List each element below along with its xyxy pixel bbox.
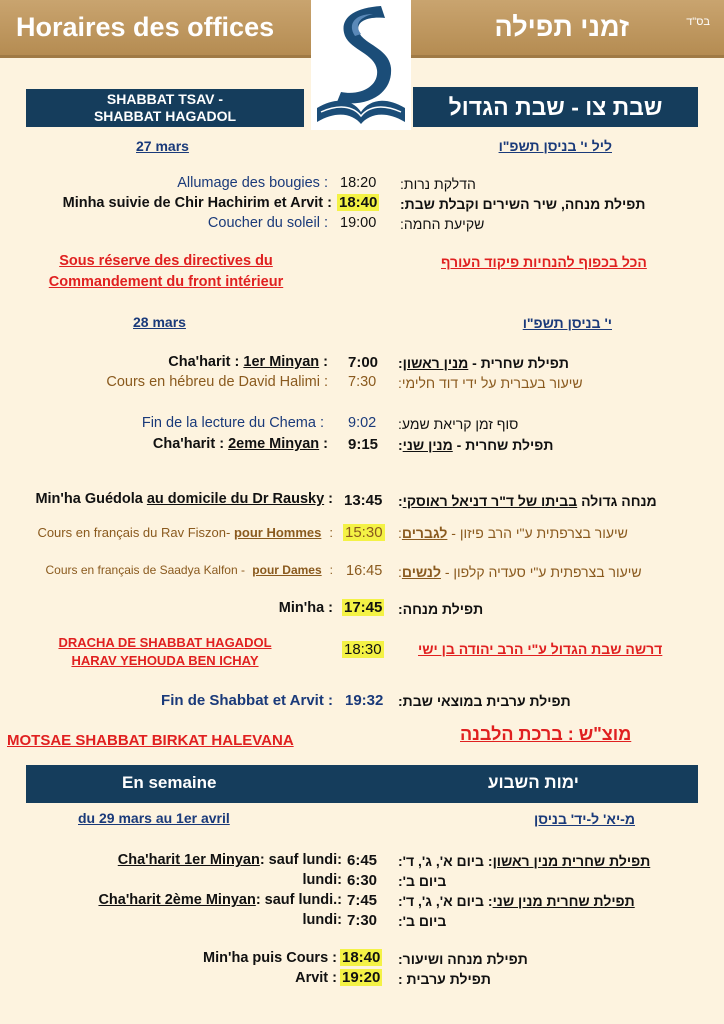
minha-g-he-b: בביתו של ד"ר דניאל ראוסקי bbox=[402, 493, 578, 509]
dracha-line2: HARAV YEHOUDA BEN ICHAY bbox=[71, 653, 259, 668]
chaharit2-time: 9:15 bbox=[348, 436, 379, 453]
fiszon-time: 15:30 bbox=[345, 524, 383, 541]
sem-c2-fr-b: : sauf lundi.: bbox=[255, 892, 342, 908]
halimi-label-he: שיעור בעברית על ידי דוד חלימי: bbox=[398, 375, 583, 391]
sem-c1-fr-b: : sauf lundi: bbox=[259, 852, 342, 868]
minha-vendredi-time: 18:40 bbox=[339, 194, 378, 211]
semaine-date-fr: du 29 mars au 1er avril bbox=[78, 810, 230, 826]
minha-g-fr-c: : bbox=[324, 491, 333, 507]
fin-shabbat-label-he: תפילת ערבית במוצאי שבת: bbox=[398, 693, 571, 709]
chaharit1-he-b: מנין ראשון bbox=[402, 355, 469, 371]
semaine-title-fr: En semaine bbox=[122, 773, 217, 792]
sem-c2-time: 7:45 bbox=[347, 892, 378, 909]
minha-g-fr-a: Min'ha Guédola bbox=[35, 491, 147, 507]
header-bar-left bbox=[0, 0, 311, 58]
minha-time: 17:45 bbox=[344, 599, 383, 616]
dracha-label-he: דרשה שבת הגדול ע"י הרב יהודה בן ישי bbox=[418, 641, 663, 657]
sem-c1-time: 6:45 bbox=[347, 852, 378, 869]
fin-shabbat-label-fr: Fin de Shabbat et Arvit : bbox=[161, 692, 333, 709]
shabbat-title-fr-box bbox=[26, 89, 304, 127]
fiszon-fr-a: Cours en français du Rav Fiszon- bbox=[37, 525, 234, 540]
chaharit2-label-fr bbox=[153, 436, 328, 452]
sem-c2-label-he bbox=[398, 893, 635, 909]
minha-label-fr: Min'ha : bbox=[278, 600, 333, 616]
halimi-time: 7:30 bbox=[348, 374, 377, 390]
bsd-label: בס"ד bbox=[686, 16, 710, 28]
chaharit1-fr-c: : bbox=[319, 354, 328, 370]
friday-date-he: ליל י' בניסן תשפ"ו bbox=[498, 138, 612, 154]
shabbat-title-he: שבת צו - שבת הגדול bbox=[448, 94, 663, 120]
sem-c1b-label-fr: lundi: bbox=[302, 872, 342, 888]
fiszon-he-a: שיעור בצרפתית ע"י הרב פיזון - bbox=[447, 525, 628, 541]
chema-label-fr: Fin de la lecture du Chema : bbox=[141, 415, 324, 431]
semaine-bar bbox=[26, 765, 698, 803]
synagogue-logo-icon bbox=[311, 0, 411, 130]
allumage-label-he: הדלקת נרות: bbox=[400, 176, 476, 192]
shabbat-title-fr-line1: SHABBAT TSAV - bbox=[106, 91, 224, 107]
fiszon-label-he bbox=[398, 525, 628, 541]
chaharit2-label-he bbox=[398, 437, 553, 453]
chaharit2-fr-a: Cha'harit : bbox=[152, 436, 229, 452]
chaharit2-fr-b: 2eme Minyan bbox=[228, 436, 320, 452]
shabbat-title-fr-line2: SHABBAT HAGADOL bbox=[93, 108, 237, 124]
sem-c1-label-fr bbox=[118, 852, 342, 868]
semaine-date-he: מ-יא' ל-יד' בניסן bbox=[533, 811, 635, 827]
fiszon-fr-b: pour Hommes bbox=[233, 525, 322, 540]
minha-g-fr-b: au domicile du Dr Rausky bbox=[146, 491, 325, 507]
allumage-label-fr: Allumage des bougies : bbox=[177, 175, 328, 191]
kalfon-label-he bbox=[398, 564, 642, 580]
minha-g-he-c: : bbox=[398, 493, 403, 509]
sem-minha-label-he: תפילת מנחה ושיעור: bbox=[398, 951, 528, 967]
fiszon-he-b: לגברים bbox=[401, 525, 448, 541]
chaharit1-time: 7:00 bbox=[348, 354, 379, 371]
chaharit1-he-a: תפילת שחרית - bbox=[468, 355, 569, 371]
fin-shabbat-time: 19:32 bbox=[345, 692, 384, 709]
reserve-notice-fr bbox=[28, 251, 304, 293]
dracha-line1: DRACHA DE SHABBAT HAGADOL bbox=[58, 635, 272, 650]
kalfon-time: 16:45 bbox=[346, 563, 383, 579]
minha-guedola-time: 13:45 bbox=[344, 492, 383, 509]
kalfon-he-a: שיעור בצרפתית ע"י סעדיה קלפון - bbox=[440, 564, 642, 580]
motsae-label-he: מוצ"ש : ברכת הלבנה bbox=[460, 724, 632, 744]
allumage-time: 18:20 bbox=[340, 175, 377, 191]
kalfon-fr-b: pour Dames bbox=[252, 563, 322, 577]
sem-c1-label-he bbox=[398, 853, 650, 869]
chaharit2-fr-c: : bbox=[319, 436, 328, 452]
minha-vendredi-label-fr: Minha suivie de Chir Hachirim et Arvit : bbox=[62, 195, 332, 211]
minha-vendredi-label-he: תפילת מנחה, שיר השירים וקבלת שבת: bbox=[400, 196, 646, 212]
sem-c1-fr-a: Cha'harit 1er Minyan bbox=[117, 852, 260, 868]
shabbat-title-he-box bbox=[413, 87, 698, 127]
coucher-label-he: שקיעת החמה: bbox=[400, 216, 485, 232]
sem-c2-label-fr bbox=[98, 892, 342, 908]
sem-c2-he-a: תפילת שחרית מנין שני bbox=[492, 893, 635, 909]
chaharit1-label-fr bbox=[168, 354, 328, 370]
chema-label-he: סוף זמן קריאת שמע: bbox=[398, 416, 519, 432]
sem-c2b-time: 7:30 bbox=[347, 912, 378, 929]
sem-c2-fr-a: Cha'harit 2ème Minyan bbox=[98, 892, 256, 908]
chaharit2-he-c: : bbox=[398, 437, 403, 453]
chaharit2-he-b: מנין שני bbox=[402, 437, 453, 453]
kalfon-fr-c: : bbox=[329, 563, 333, 577]
sem-c1b-time: 6:30 bbox=[347, 872, 378, 889]
sem-c1-he-b: : ביום א', ג', ד': bbox=[398, 853, 493, 869]
fiszon-label-fr bbox=[37, 525, 333, 540]
chaharit1-he-c: : bbox=[398, 355, 403, 371]
saturday-date-fr: 28 mars bbox=[133, 314, 186, 330]
sem-c1-he-a: תפילת שחרית מנין ראשון bbox=[492, 853, 651, 869]
sem-c2b-label-he: ביום ב': bbox=[398, 913, 447, 929]
header-title-fr: Horaires des offices bbox=[16, 12, 275, 42]
sem-minha-time: 18:40 bbox=[342, 949, 381, 966]
chaharit1-label-he bbox=[398, 355, 569, 371]
minha-guedola-label-fr bbox=[35, 491, 333, 507]
coucher-label-fr: Coucher du soleil : bbox=[207, 215, 328, 231]
sem-c2b-label-fr: lundi: bbox=[302, 912, 342, 928]
minha-guedola-label-he bbox=[398, 493, 657, 509]
reserve-notice-he: הכל בכפוף להנחיות פיקוד העורף bbox=[441, 254, 647, 270]
reserve-line1: Sous réserve des directives du bbox=[59, 253, 273, 269]
kalfon-label-fr bbox=[46, 563, 333, 577]
chaharit2-he-a: תפילת שחרית - bbox=[452, 437, 554, 453]
kalfon-he-c: : bbox=[398, 564, 402, 580]
sem-minha-label-fr: Min'ha puis Cours : bbox=[203, 950, 337, 966]
dracha-time: 18:30 bbox=[344, 641, 382, 658]
motsae-label-fr: MOTSAE SHABBAT BIRKAT HALEVANA bbox=[7, 732, 294, 749]
chaharit1-fr-a: Cha'harit : bbox=[168, 354, 244, 370]
kalfon-he-b: לנשים bbox=[401, 564, 441, 580]
sem-arvit-time: 19:20 bbox=[342, 969, 381, 986]
semaine-title-he: ימות השבוע bbox=[488, 773, 579, 792]
kalfon-fr-a: Cours en français de Saadya Kalfon - bbox=[45, 563, 249, 577]
fiszon-he-c: : bbox=[398, 525, 402, 541]
chema-time: 9:02 bbox=[348, 415, 377, 431]
sem-c2-he-b: : ביום א', ג', ד': bbox=[398, 893, 493, 909]
header-title-he: זמני תפילה bbox=[494, 12, 629, 42]
header-bar-right bbox=[411, 0, 724, 58]
fiszon-fr-c: : bbox=[329, 525, 333, 540]
sem-arvit-label-he: תפילת ערבית : bbox=[398, 971, 491, 987]
minha-g-he-a: מנחה גדולה bbox=[577, 493, 657, 509]
reserve-line2: Commandement du front intérieur bbox=[48, 274, 284, 290]
chaharit1-fr-b: 1er Minyan bbox=[243, 354, 320, 370]
halimi-label-fr: Cours en hébreu de David Halimi : bbox=[106, 374, 328, 390]
friday-date-fr: 27 mars bbox=[136, 138, 189, 154]
sem-arvit-label-fr: Arvit : bbox=[295, 970, 337, 986]
coucher-time: 19:00 bbox=[340, 215, 377, 231]
saturday-date-he: י' בניסן תשפ"ו bbox=[522, 315, 612, 331]
dracha-label-fr bbox=[40, 634, 290, 670]
sem-c1b-label-he: ביום ב': bbox=[398, 873, 447, 889]
minha-label-he: תפילת מנחה: bbox=[398, 601, 484, 617]
